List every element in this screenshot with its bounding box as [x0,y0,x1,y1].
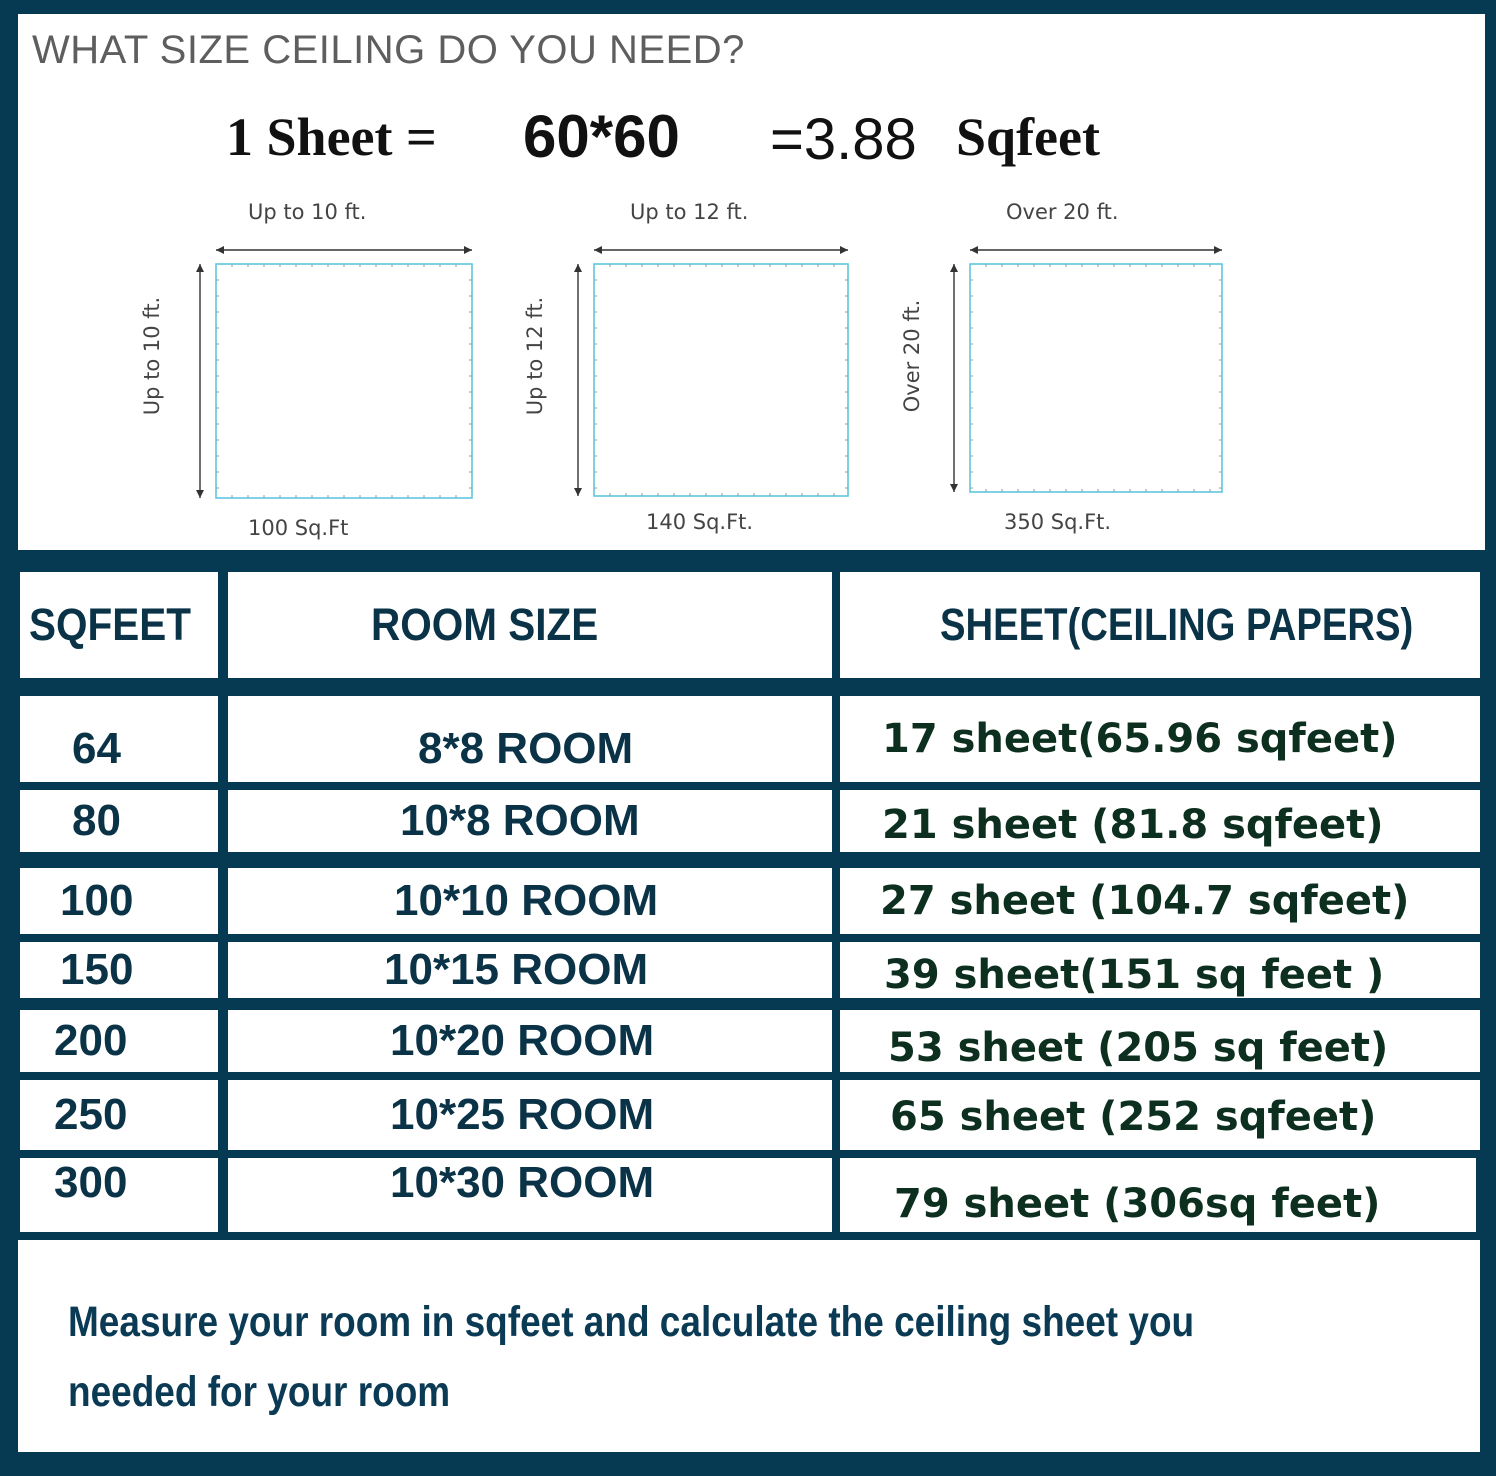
table-row-4-room: 10*15 ROOM [228,942,832,998]
table-row-1-sheets: 17 sheet(65.96 sqfeet) [840,696,1480,782]
room-diagram-1 [130,194,490,544]
header-sqfeet [20,572,218,678]
arrow-head-icon [950,264,958,272]
table-row-2-room: 10*8 ROOM [228,790,832,852]
headline: WHAT SIZE CEILING DO YOU NEED? [32,28,745,72]
arrow-head-icon [1214,246,1222,254]
room-2-width-label: Up to 12 ft. [630,200,749,224]
room-outline-1 [130,194,490,544]
table-row-5-room: 10*20 ROOM [228,1010,832,1072]
header-sheets-label: SHEET(CEILING PAPERS) [940,599,1414,650]
room-outline-3 [886,194,1246,544]
room-diagram-3 [886,194,1246,544]
table-row-5-sqfeet: 200 [20,1010,218,1072]
room-3-area-label: 350 Sq.Ft. [1004,510,1112,534]
arrow-head-icon [950,484,958,492]
table-row-3-sqfeet: 100 [20,868,218,934]
arrow-head-icon [196,264,204,272]
arrow-head-icon [196,490,204,498]
room-1-area-label: 100 Sq.Ft [248,516,349,540]
table-row-6-sheets: 65 sheet (252 sqfeet) [840,1080,1480,1150]
header-room-size [228,572,832,678]
room-3-height-label: Over 20 ft. [900,299,924,413]
room-3-width-label: Over 20 ft. [1006,200,1119,224]
room-1-height-label: Up to 10 ft. [140,296,164,416]
table-row-6-sqfeet: 250 [20,1080,218,1150]
table-row-4-sqfeet: 150 [20,942,218,998]
table-row-7-room: 10*30 ROOM [228,1158,832,1232]
room-outline-rect [594,264,848,496]
arrow-head-icon [216,246,224,254]
table-row-3-sheets: 27 sheet (104.7 sqfeet) [840,868,1480,934]
table-row-7-sheets: 79 sheet (306sq feet) [840,1158,1476,1232]
table-row-2-sheets: 21 sheet (81.8 sqfeet) [840,790,1480,852]
header-room-size-label: ROOM SIZE [371,599,599,650]
room-size-guide-panel [18,14,1485,550]
room-2-height-label: Up to 12 ft. [523,296,547,416]
table-row-1-room: 8*8 ROOM [228,696,832,782]
room-1-width-label: Up to 10 ft. [248,200,367,224]
note-line-1: Measure your room in sqfeet and calculate the ceiling sheet you [68,1298,1195,1346]
room-outline-2 [510,194,870,544]
room-outline-rect [970,264,1222,492]
table-row-1-sqfeet: 64 [20,696,218,782]
measurement-note-panel [18,1240,1480,1452]
formula-unit: Sqfeet [956,107,1100,167]
header-sqfeet-label: SQFEET [28,599,192,650]
formula-sheet-size: 60*60 [523,103,680,170]
note-line-2: needed for your room [68,1368,451,1416]
arrow-head-icon [574,264,582,272]
arrow-head-icon [970,246,978,254]
table-row-5-sheets: 53 sheet (205 sq feet) [840,1010,1480,1072]
table-row-3-room: 10*10 ROOM [228,868,832,934]
formula-area: =3.88 [770,107,917,172]
arrow-head-icon [464,246,472,254]
room-2-area-label: 140 Sq.Ft. [646,510,754,534]
table-row-7-sqfeet: 300 [20,1158,218,1232]
room-diagram-2 [510,194,870,544]
room-outline-rect [216,264,472,498]
arrow-head-icon [840,246,848,254]
arrow-head-icon [594,246,602,254]
formula-sheet-label: 1 Sheet = [226,107,437,167]
table-row-2-sqfeet: 80 [20,790,218,852]
table-row-6-room: 10*25 ROOM [228,1080,832,1150]
arrow-head-icon [574,488,582,496]
header-sheets [840,572,1480,678]
table-row-4-sheets: 39 sheet(151 sq feet ) [840,942,1480,998]
